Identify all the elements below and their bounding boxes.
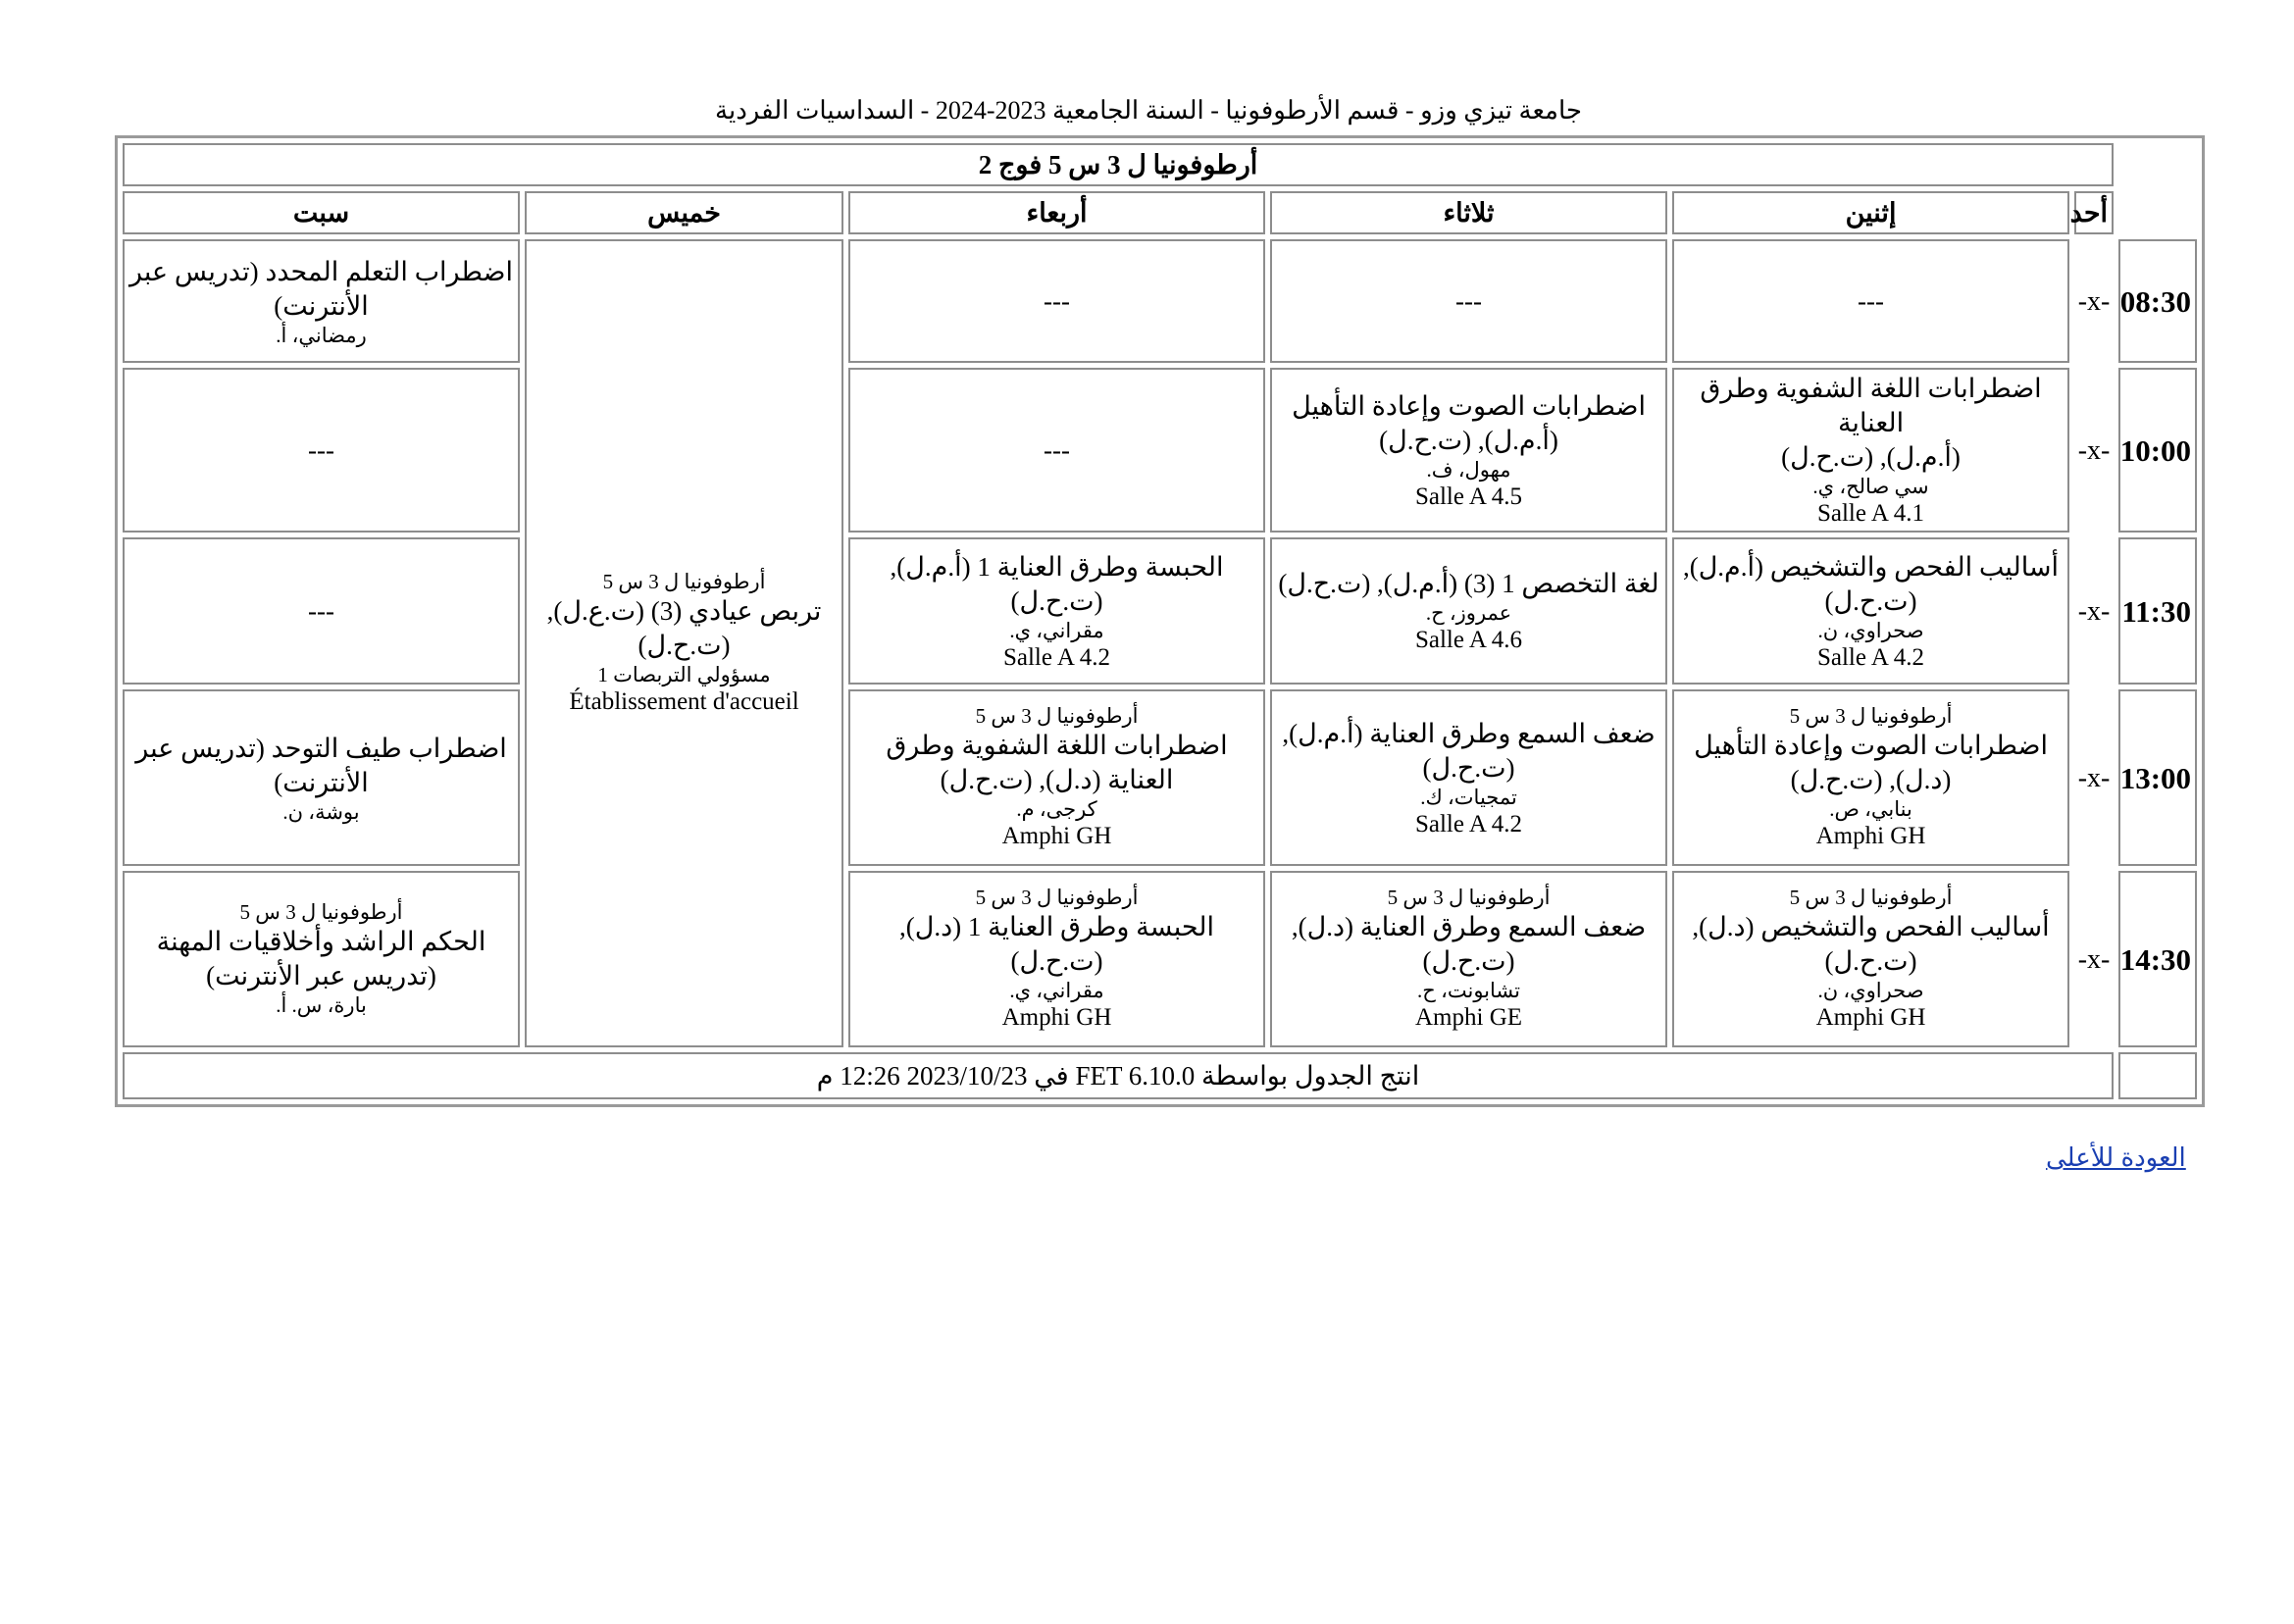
subject: ضعف السمع وطرق العناية (أ.م.ل), (ت.ح.ل)	[1282, 718, 1656, 783]
time-0830: 08:30	[2118, 239, 2197, 363]
time-1130: 11:30	[2118, 537, 2197, 685]
room: Salle A 4.1	[1816, 500, 1925, 527]
subject: الحبسة وطرق العناية 1 (د.ل), (ت.ح.ل)	[899, 912, 1214, 976]
saturday-0830-session	[123, 239, 520, 363]
dash: ---	[1044, 285, 1070, 316]
day-thursday: خميس	[525, 191, 843, 234]
session-type: (أ.م.ل), (ت.ح.ل)	[1379, 425, 1558, 455]
room: Amphi GH	[1815, 1004, 1926, 1031]
subject: ضعف السمع وطرق العناية (د.ل), (ت.ح.ل)	[1291, 912, 1647, 976]
room: Amphi GH	[1815, 823, 1926, 849]
wednesday-1300-session	[848, 689, 1265, 866]
group-label: أرطوفونيا ل 3 س 5	[1387, 886, 1551, 909]
day-monday: إثنين	[1672, 191, 2069, 234]
subject: الحبسة وطرق العناية 1 (أ.م.ل), (ت.ح.ل)	[890, 551, 1224, 616]
teacher: كرجى، م.	[1016, 797, 1097, 821]
monday-1300-session	[1672, 689, 2069, 866]
teacher: مقراني، ي.	[1009, 979, 1104, 1002]
subject: أساليب الفحص والتشخيص (أ.م.ل), (ت.ح.ل)	[1682, 551, 2060, 616]
dash: ---	[308, 434, 334, 465]
monday-1130-session	[1672, 537, 2069, 685]
day-sunday: أحد	[2074, 191, 2114, 234]
subject: اضطرابات الصوت وإعادة التأهيل (د.ل), (ت.ح.ل)	[1694, 731, 2048, 794]
wednesday-1000-empty	[848, 368, 1265, 533]
time-1000: 10:00	[2118, 368, 2197, 533]
generated-by-footer: انتج الجدول بواسطة FET 6.10.0 في 2023/10/23 12:26 م	[123, 1052, 2114, 1099]
footer-corner	[2118, 1052, 2197, 1099]
room: Salle A 4.2	[1414, 810, 1523, 837]
day-tuesday: ثلاثاء	[1270, 191, 1667, 234]
saturday-1000-empty	[123, 368, 520, 533]
subject: أساليب الفحص والتشخيص (د.ل), (ت.ح.ل)	[1692, 912, 2050, 976]
group-label: أرطوفونيا ل 3 س 5	[1789, 886, 1953, 909]
subject: اضطرابات اللغة الشفوية وطرق العناية	[1700, 374, 2042, 437]
tuesday-1130-session	[1270, 537, 1667, 685]
saturday-1430-session	[123, 871, 520, 1047]
wednesday-1430-session	[848, 871, 1265, 1047]
wednesday-0830-empty	[848, 239, 1265, 363]
group-label: أرطوفونيا ل 3 س 5	[239, 900, 403, 924]
day-saturday: سبت	[123, 191, 520, 234]
group-label: أرطوفونيا ل 3 س 5	[975, 704, 1139, 728]
time-1430: 14:30	[2118, 871, 2197, 1047]
room: Salle A 4.6	[1414, 627, 1523, 653]
group-label: أرطوفونيا ل 3 س 5	[602, 570, 766, 593]
dash: ---	[1858, 285, 1884, 316]
session-type: (أ.م.ل), (ت.ح.ل)	[1781, 442, 1961, 472]
subject: لغة التخصص 1 (3) (أ.م.ل), (ت.ح.ل)	[1278, 569, 1659, 598]
teacher: تشابونت، ح.	[1417, 979, 1520, 1002]
page-caption: جامعة تيزي وزو - قسم الأرطوفونيا - السنة الجامعية 2023-2024 - السداسيات الفردية	[715, 96, 1582, 125]
tuesday-1000-session	[1270, 368, 1667, 533]
corner-cell	[2118, 143, 2197, 234]
sunday-empty-mark: -x-	[2077, 943, 2111, 975]
monday-1000-session	[1672, 368, 2069, 533]
room: Établissement d'accueil	[569, 688, 799, 715]
subject: تربص عيادي (3) (ت.ع.ل), (ت.ح.ل)	[546, 596, 822, 660]
teacher: مهول، ف.	[1426, 457, 1511, 482]
sunday-empty-mark: -x-	[2077, 762, 2111, 793]
dash: ---	[1044, 434, 1070, 465]
subject: اضطراب طيف التوحد (تدريس عبر الأنترنت)	[135, 733, 507, 797]
group-label: أرطوفونيا ل 3 س 5	[975, 886, 1139, 909]
teacher: بوشة، ن.	[282, 799, 360, 824]
teacher: بارة، س. أ.	[276, 993, 367, 1017]
dash: ---	[308, 595, 334, 626]
teacher: صحراوي، ن.	[1817, 618, 1924, 642]
teacher: عمروز، ح.	[1425, 601, 1512, 625]
back-to-top-link[interactable]: العودة للأعلى	[2046, 1142, 2186, 1172]
room: Amphi GE	[1415, 1004, 1523, 1031]
teacher: تمجيات، ك.	[1420, 785, 1517, 809]
sunday-empty-mark: -x-	[2077, 595, 2111, 627]
monday-0830-empty	[1672, 239, 2069, 363]
room: Salle A 4.2	[1002, 643, 1111, 671]
saturday-1130-empty	[123, 537, 520, 685]
group-title: أرطوفونيا ل 3 س 5 فوج 2	[123, 143, 2114, 186]
timetable	[115, 135, 2205, 1107]
subject: الحكم الراشد وأخلاقيات المهنة (تدريس عبر الأنترنت)	[156, 927, 486, 990]
sunday-empty-mark: -x-	[2077, 434, 2111, 466]
room: Salle A 4.5	[1414, 482, 1523, 510]
room: Amphi GH	[1001, 823, 1112, 849]
tuesday-1430-session	[1270, 871, 1667, 1047]
wednesday-1130-session	[848, 537, 1265, 685]
tuesday-0830-empty	[1270, 239, 1667, 363]
thursday-internship-cell	[525, 239, 843, 1047]
teacher: بنابي، ص.	[1829, 797, 1912, 821]
teacher: سي صالح، ي.	[1812, 475, 1929, 498]
time-1300: 13:00	[2118, 689, 2197, 866]
room: Salle A 4.2	[1816, 643, 1925, 671]
subject: اضطرابات اللغة الشفوية وطرق العناية (د.ل), (ت.ح.ل)	[886, 731, 1228, 794]
teacher: صحراوي، ن.	[1817, 979, 1924, 1002]
monday-1430-session	[1672, 871, 2069, 1047]
sunday-empty-mark: -x-	[2077, 285, 2111, 317]
saturday-1300-session	[123, 689, 520, 866]
dash: ---	[1455, 285, 1482, 316]
teacher: رمضاني، أ.	[276, 323, 367, 347]
teacher: مسؤولي التربصات 1	[597, 663, 771, 686]
teacher: مقراني، ي.	[1009, 618, 1104, 642]
day-wednesday: أربعاء	[848, 191, 1265, 234]
subject: اضطرابات الصوت وإعادة التأهيل	[1292, 390, 1646, 421]
tuesday-1300-session	[1270, 689, 1667, 866]
group-label: أرطوفونيا ل 3 س 5	[1789, 704, 1953, 728]
room: Amphi GH	[1001, 1004, 1112, 1031]
subject: اضطراب التعلم المحدد (تدريس عبر الأنترنت)	[129, 256, 513, 321]
